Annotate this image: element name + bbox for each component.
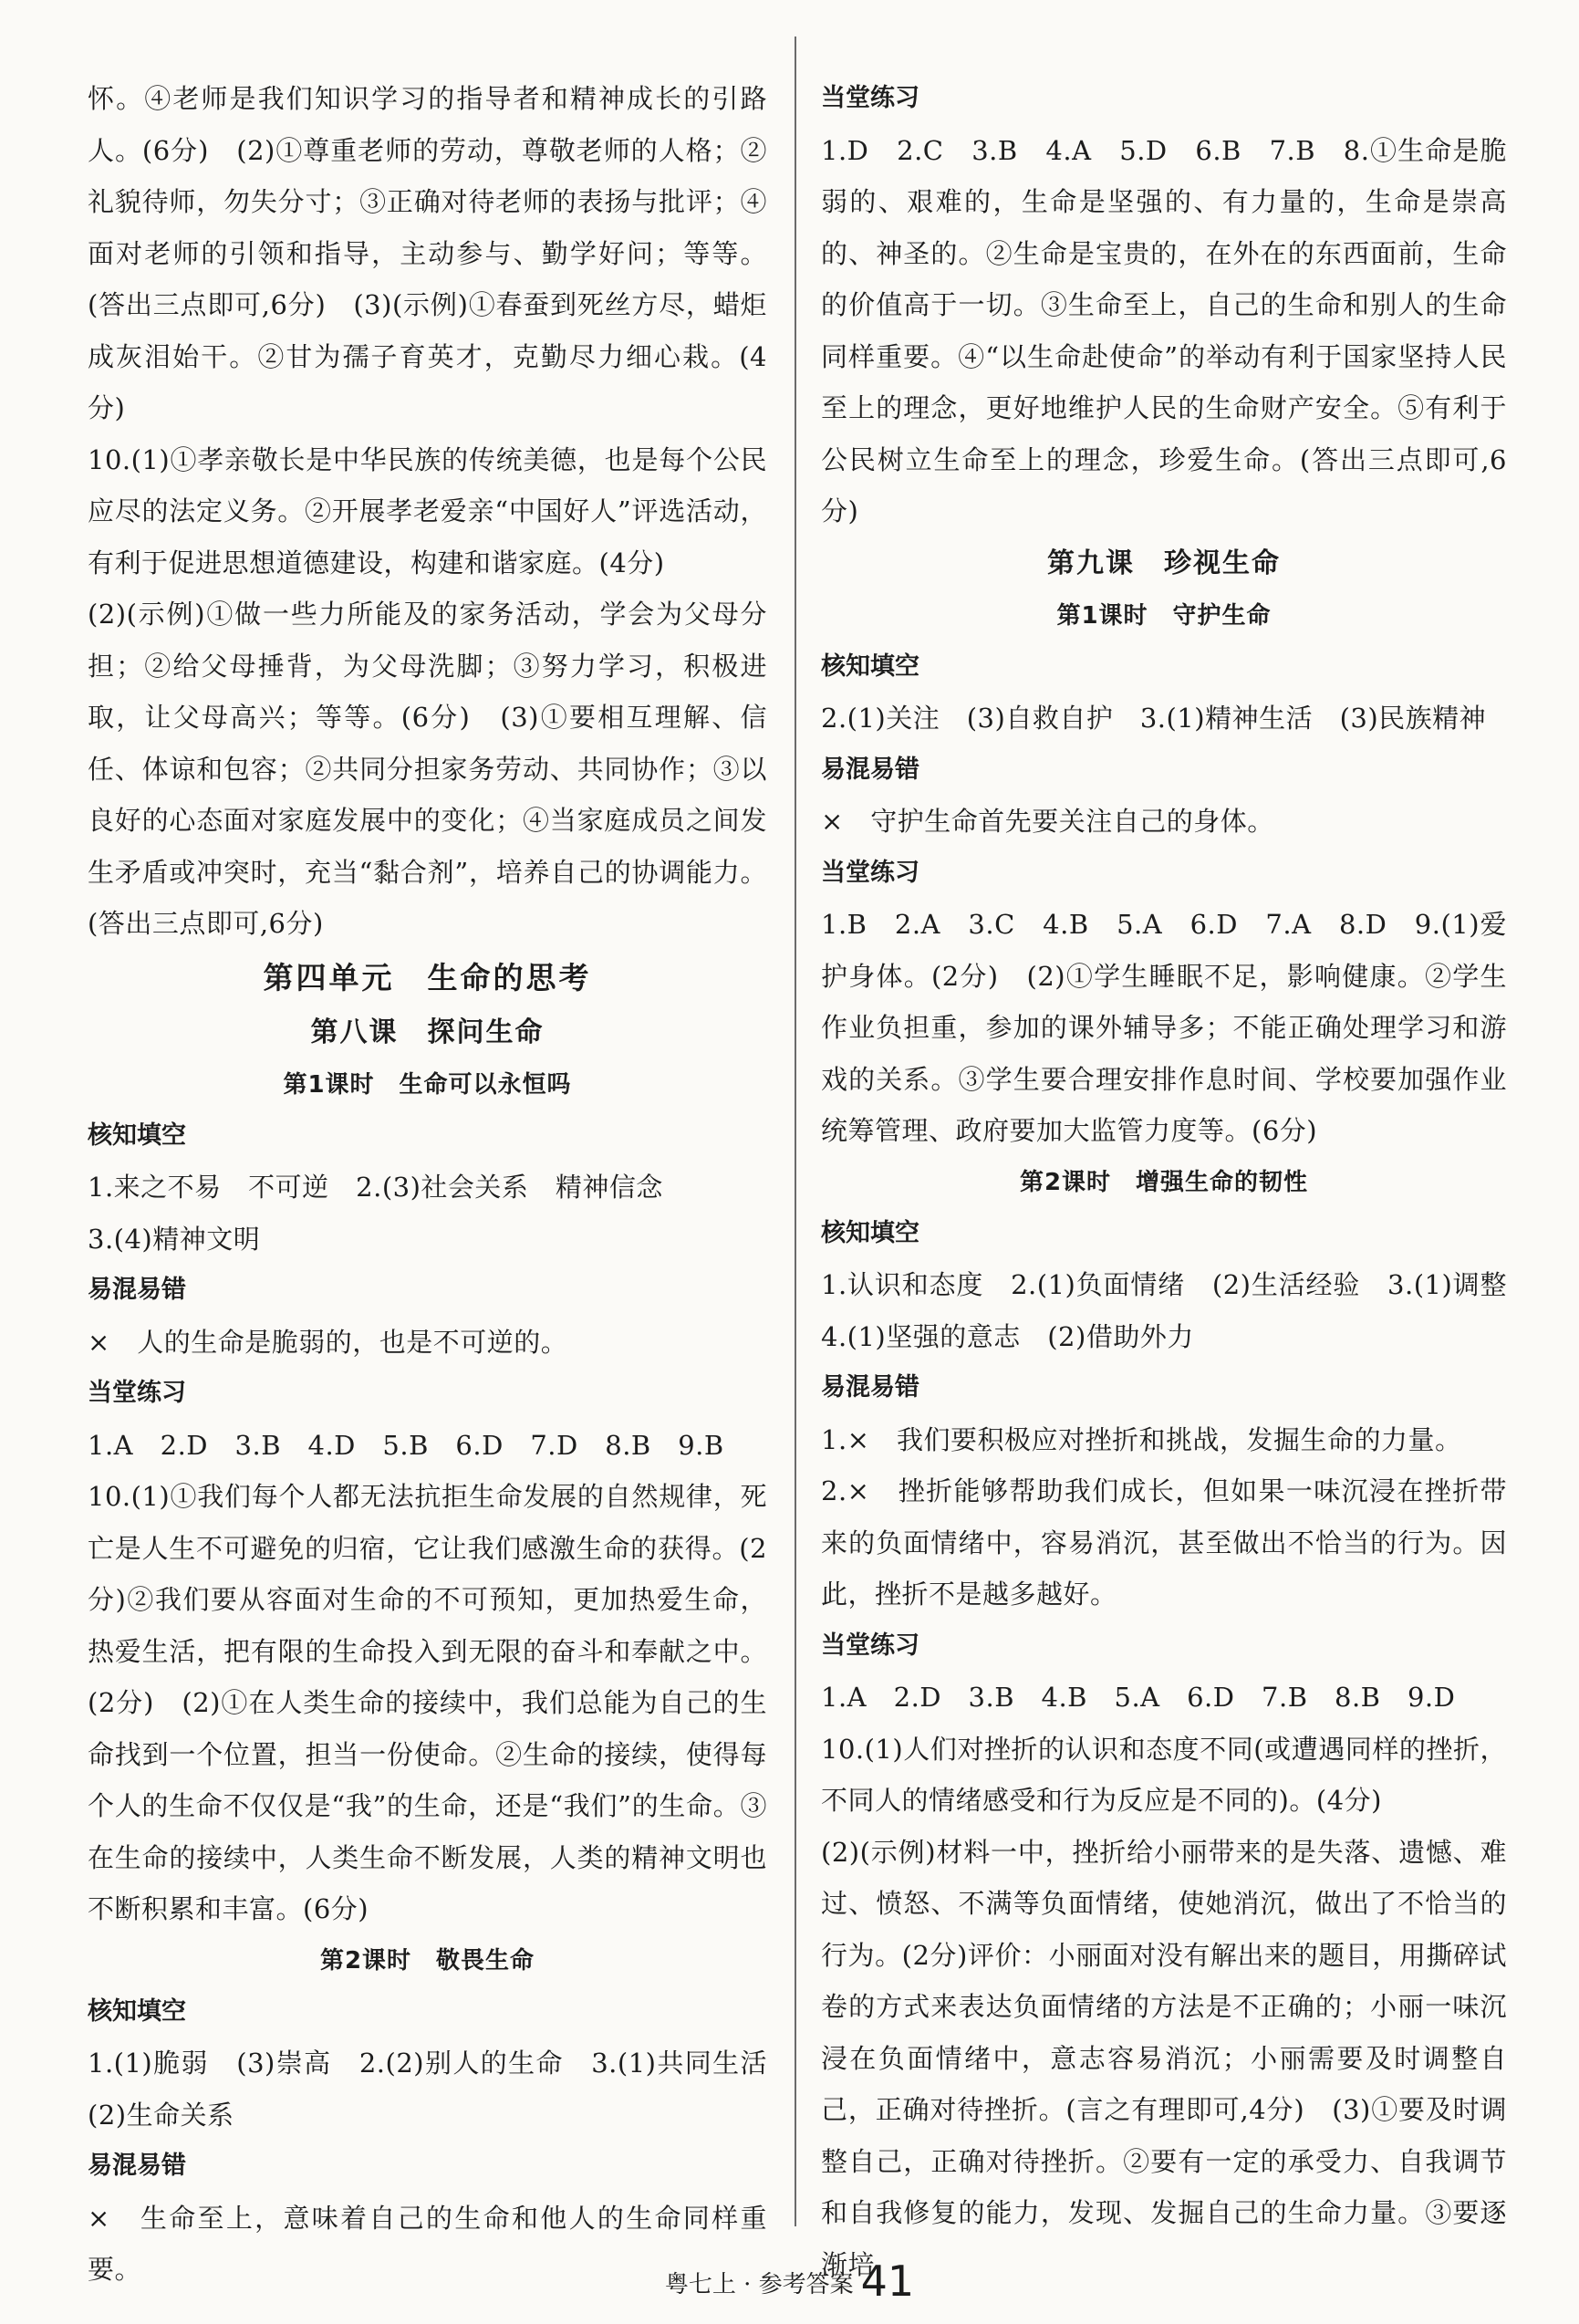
section-label: 核知填空 [88, 1120, 186, 1150]
section-label: 核知填空 [88, 1996, 186, 2026]
footer-label: 粤七上 · 参考答案 [664, 2271, 854, 2298]
answer-paragraph: 10.(1)①我们每个人都无法抗拒生命发展的自然规律，死亡是人生不可避免的归宿，它让我们感激生命的获得。(2分)②我们要从容面对生命的不可预知，更加热爱生命，热爱生活，把有限的生命投入到无限的奋斗和奉献之中。(2分) (2)①在人类生命的接续中，我们总能为自己的生命找到一个位置，担当一份使命。②生命的接续，使得每个人的生命不仅仅是“我”的生命，还是“我们”的生命。③在生命的接续中，人类生命不断发展，人类的精神文明也不断积累和丰富。(6分) [88, 1481, 767, 1924]
period-heading: 第2课时 增强生命的韧性 [1019, 1168, 1309, 1196]
unit-heading: 第四单元 生命的思考 [263, 959, 592, 995]
page-footer [0, 2254, 1579, 2312]
section-label: 核知填空 [821, 1218, 919, 1247]
section-label: 当堂练习 [88, 1379, 186, 1407]
section-label: 易混易错 [88, 2152, 186, 2180]
answer-paragraph: 2.× 挫折能够帮助我们成长，但如果一味沉浸在挫折带来的负面情绪中，容易消沉，甚至做出不恰当的行为。因此，挫折不是越多越好。 [821, 1475, 1507, 1610]
answer-paragraph: 10.(1)人们对挫折的认识和态度不同(或遭遇同样的挫折，不同人的情绪感受和行为反应是不同的)。(4分) [821, 1733, 1507, 1816]
answer-paragraph: × 守护生命首先要关注自己的身体。 [821, 806, 1274, 837]
period-heading: 第2课时 敬畏生命 [319, 1946, 535, 1975]
page-number: 41 [860, 2256, 915, 2306]
answer-paragraph: (2)(示例)材料一中，挫折给小丽带来的是失落、遗憾、难过、愤怒、不满等负面情绪，使她消沉，做出了不恰当的行为。(2分)评价：小丽面对没有解出来的题目，用撕碎试卷的方式来表达负面情绪的方法是不正确的；小丽一味沉浸在负面情绪中，意志容易消沉；小丽需要及时调整自己，正确对待挫折。(言之有理即可,4分) (3)①要及时调整自己，正确对待挫折。②要有一定的承受力、自我调节和自我修复的能力，发现、发掘自己的生命力量。③要逐渐培 [821, 1836, 1507, 2280]
answer-paragraph: 怀。④老师是我们知识学习的指导者和精神成长的引路人。(6分) (2)①尊重老师的劳动，尊敬老师的人格；②礼貌待师，勿失分寸；③正确对待老师的表扬与批评；④面对老师的引领和指导，主动参与、勤学好问；等等。(答出三点即可,6分) (3)(示例)①春蚕到死丝方尽，蜡炬成灰泪始干。②甘为孺子育英才，克勤尽力细心栽。(4分) [88, 83, 767, 423]
answer-paragraph: 1.认识和态度 2.(1)负面情绪 (2)生活经验 3.(1)调整 4.(1)坚强的意志 (2)借助外力 [821, 1269, 1534, 1352]
answer-paragraph: 1.× 我们要积极应对挫折和挑战，发掘生命的力量。 [821, 1423, 1462, 1455]
section-label: 易混易错 [821, 1373, 919, 1402]
answer-paragraph: 10.(1)①孝亲敬长是中华民族的传统美德，也是每个公民应尽的法定义务。②开展孝老爱亲“中国好人”评选活动，有利于促进思想道德建设，构建和谐家庭。(4分) [88, 443, 767, 578]
answer-paragraph: 2.(1)关注 (3)自救自护 3.(1)精神生活 (3)民族精神 [821, 703, 1487, 734]
answer-paragraph: 1.B 2.A 3.C 4.B 5.A 6.D 7.A 8.D 9.(1)爱护身体。(2分) (2)①学生睡眠不足，影响健康。②学生作业负担重，参加的课外辅导多；不能正确处理学习和游戏的关系。③学生要合理安排作息时间、学校要加强作业统筹管理、政府要加大监管力度等。(6分) [821, 909, 1507, 1146]
lesson-heading: 第八课 探问生命 [310, 1016, 545, 1048]
answer-paragraph: 1.(1)脆弱 (3)崇高 2.(2)别人的生命 3.(1)共同生活 (2)生命关系 [88, 2048, 795, 2131]
right-column [821, 73, 1534, 2290]
section-label: 当堂练习 [821, 84, 919, 112]
answer-paragraph: (2)(示例)①做一些力所能及的家务活动，学会为父母分担；②给父母捶背，为父母洗脚；③努力学习，积极进取，让父母高兴；等等。(6分) (3)①要相互理解、信任、体谅和包容；②共同分担家务劳动、共同协作；③以良好的心态面对家庭发展中的变化；④当家庭成员之间发生矛盾或冲突时，充当“黏合剂”，培养自己的协调能力。(答出三点即可,6分) [88, 599, 767, 939]
answer-paragraph: 1.A 2.D 3.B 4.D 5.B 6.D 7.D 8.B 9.B [88, 1429, 724, 1461]
answer-paragraph: × 人的生命是脆弱的，也是不可逆的。 [88, 1326, 568, 1358]
section-label: 易混易错 [88, 1276, 186, 1304]
answer-paragraph: 3.(4)精神文明 [88, 1223, 261, 1255]
answer-paragraph: 1.D 2.C 3.B 4.A 5.D 6.B 7.B 8.①生命是脆弱的、艰难的，生命是坚强的、有力量的，生命是崇高的、神圣的。②生命是宝贵的，在外在的东西面前，生命的价值高于一切。③生命至上，自己的生命和别人的生命同样重要。④“以生命赴使命”的举动有利于国家坚持人民至上的理念，更好地维护人民的生命财产安全。⑤有利于公民树立生命至上的理念，珍爱生命。(答出三点即可,6分) [821, 134, 1507, 526]
section-label: 当堂练习 [821, 858, 919, 887]
section-label: 核知填空 [821, 651, 919, 681]
section-label: 易混易错 [821, 755, 919, 784]
period-heading: 第1课时 守护生命 [1056, 601, 1272, 630]
section-label: 当堂练习 [821, 1631, 919, 1660]
period-heading: 第1课时 生命可以永恒吗 [283, 1070, 572, 1099]
column-divider [795, 36, 796, 2226]
answer-paragraph: × 生命至上，意味着自己的生命和他人的生命同样重要。 [88, 2202, 767, 2285]
left-column [88, 73, 795, 2296]
answer-paragraph: 1.来之不易 不可逆 2.(3)社会关系 精神信念 [88, 1172, 663, 1203]
lesson-heading: 第九课 珍视生命 [1047, 547, 1281, 579]
answer-paragraph: 1.A 2.D 3.B 4.B 5.A 6.D 7.B 8.B 9.D [821, 1682, 1456, 1713]
